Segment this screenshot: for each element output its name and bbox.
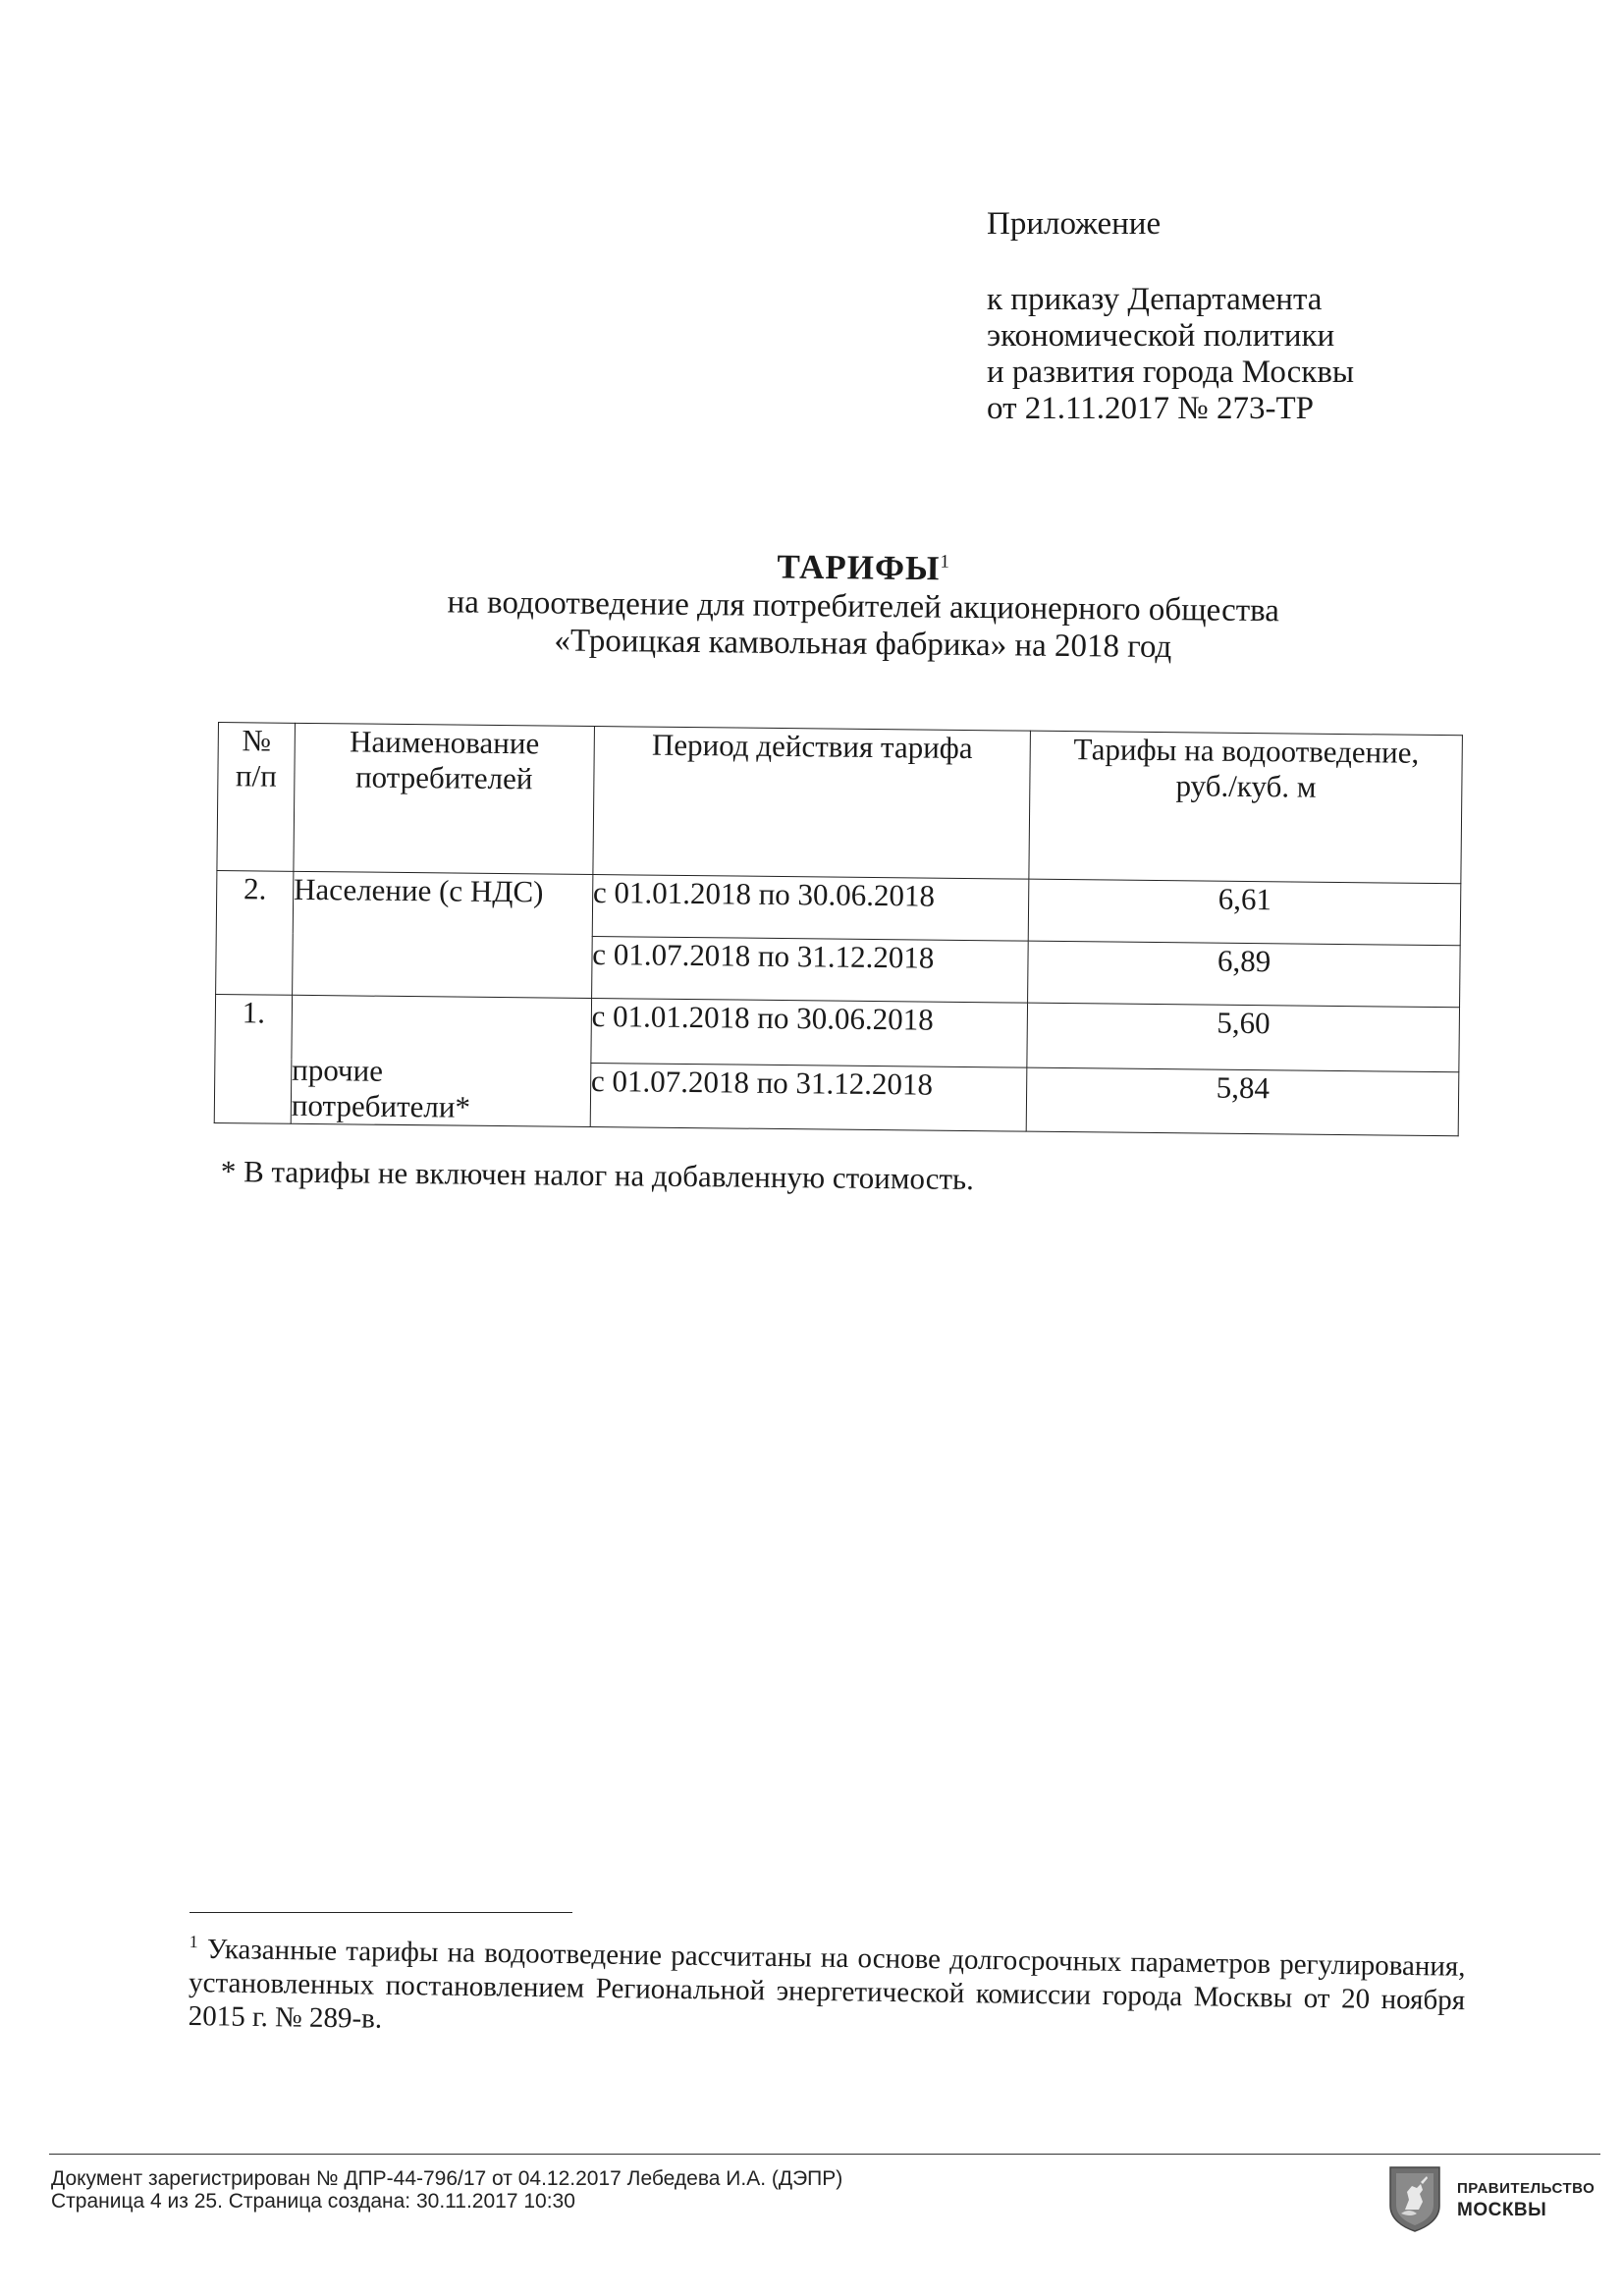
tariff-value: 5,84 bbox=[1026, 1067, 1458, 1136]
table-note: * В тарифы не включен налог на добавленную стоимость. bbox=[220, 1154, 975, 1197]
appendix-line: к приказу Департамента bbox=[987, 282, 1323, 317]
footnote-text: Указанные тарифы на водоотведение рассчитаны на основе долгосрочных параметров регулирования, установленных постановлением Региональной энергетической комиссии города Москвы от 20 ноября 2015 г. № 289-в. bbox=[188, 1933, 1466, 2035]
header-name-line: Наименование bbox=[349, 724, 540, 761]
appendix-block bbox=[987, 206, 1458, 427]
tariff-table-wrap bbox=[214, 722, 1463, 1136]
moscow-coat-of-arms-icon bbox=[1387, 2164, 1442, 2233]
heading-line: на водоотведение для потребителей акционерного общества bbox=[447, 584, 1280, 629]
title-text: ТАРИФЫ bbox=[777, 547, 941, 588]
consumer-name bbox=[291, 995, 591, 1126]
header-period-text: Период действия тарифа bbox=[651, 727, 973, 766]
consumer-name bbox=[293, 871, 593, 998]
header-num bbox=[217, 723, 295, 872]
heading-line: «Троицкая камвольная фабрика» на 2018 год bbox=[554, 623, 1172, 665]
registration-info bbox=[51, 2167, 842, 2213]
header-num-line: п/п bbox=[235, 758, 277, 793]
row-number: 2. bbox=[216, 870, 294, 995]
footnote bbox=[188, 1925, 1465, 2050]
footnote-mark: 1 bbox=[189, 1931, 198, 1952]
tariff-period: с 01.01.2018 по 30.06.2018 bbox=[592, 875, 1029, 942]
header-num-line: № bbox=[242, 723, 272, 758]
registration-line: Документ зарегистрирован № ДПР-44-796/17 от 04.12.2017 Лебедева И.А. (ДЭПР) bbox=[51, 2167, 843, 2190]
header-tariff-line: Тарифы на водоотведение, bbox=[1073, 732, 1420, 770]
tariff-value: 5,60 bbox=[1027, 1003, 1459, 1071]
tariff-value: 6,61 bbox=[1029, 879, 1461, 946]
appendix-title: Приложение bbox=[987, 206, 1162, 242]
consumer-name-line: прочие bbox=[292, 1052, 384, 1088]
appendix-order-line: от 21.11.2017 № 273-ТР bbox=[987, 391, 1314, 426]
tariff-period: с 01.07.2018 по 31.12.2018 bbox=[590, 1063, 1027, 1131]
consumer-name-line: потребители* bbox=[291, 1087, 471, 1124]
tariff-table bbox=[214, 722, 1463, 1136]
title-footnote-mark: 1 bbox=[940, 551, 951, 573]
table-header-row bbox=[217, 723, 1463, 884]
footer-separator bbox=[49, 2154, 1600, 2155]
page-info-line: Страница 4 из 25. Страница создана: 30.11.2017 10:30 bbox=[51, 2190, 575, 2213]
gov-line-1: ПРАВИТЕЛЬСТВО bbox=[1457, 2180, 1596, 2197]
table-row bbox=[216, 870, 1461, 945]
header-name bbox=[294, 723, 594, 874]
header-period bbox=[593, 727, 1031, 880]
table-row bbox=[215, 994, 1460, 1071]
appendix-line: и развития города Москвы bbox=[987, 355, 1355, 390]
gov-line-2: МОСКВЫ bbox=[1457, 2200, 1547, 2220]
header-tariff-line: руб./куб. м bbox=[1175, 768, 1317, 804]
government-logo-text bbox=[1457, 2178, 1595, 2221]
tariff-period: с 01.07.2018 по 31.12.2018 bbox=[591, 937, 1028, 1004]
tariff-period: с 01.01.2018 по 30.06.2018 bbox=[591, 998, 1028, 1066]
footnote-separator bbox=[189, 1912, 572, 1913]
tariff-value: 6,89 bbox=[1028, 941, 1460, 1008]
document-heading bbox=[225, 535, 1502, 669]
appendix-line: экономической политики bbox=[987, 318, 1335, 354]
row-number: 1. bbox=[214, 994, 292, 1123]
header-tariff bbox=[1029, 731, 1462, 884]
header-name-line: потребителей bbox=[354, 759, 533, 796]
consumer-name-line: Население (с НДС) bbox=[293, 871, 544, 909]
